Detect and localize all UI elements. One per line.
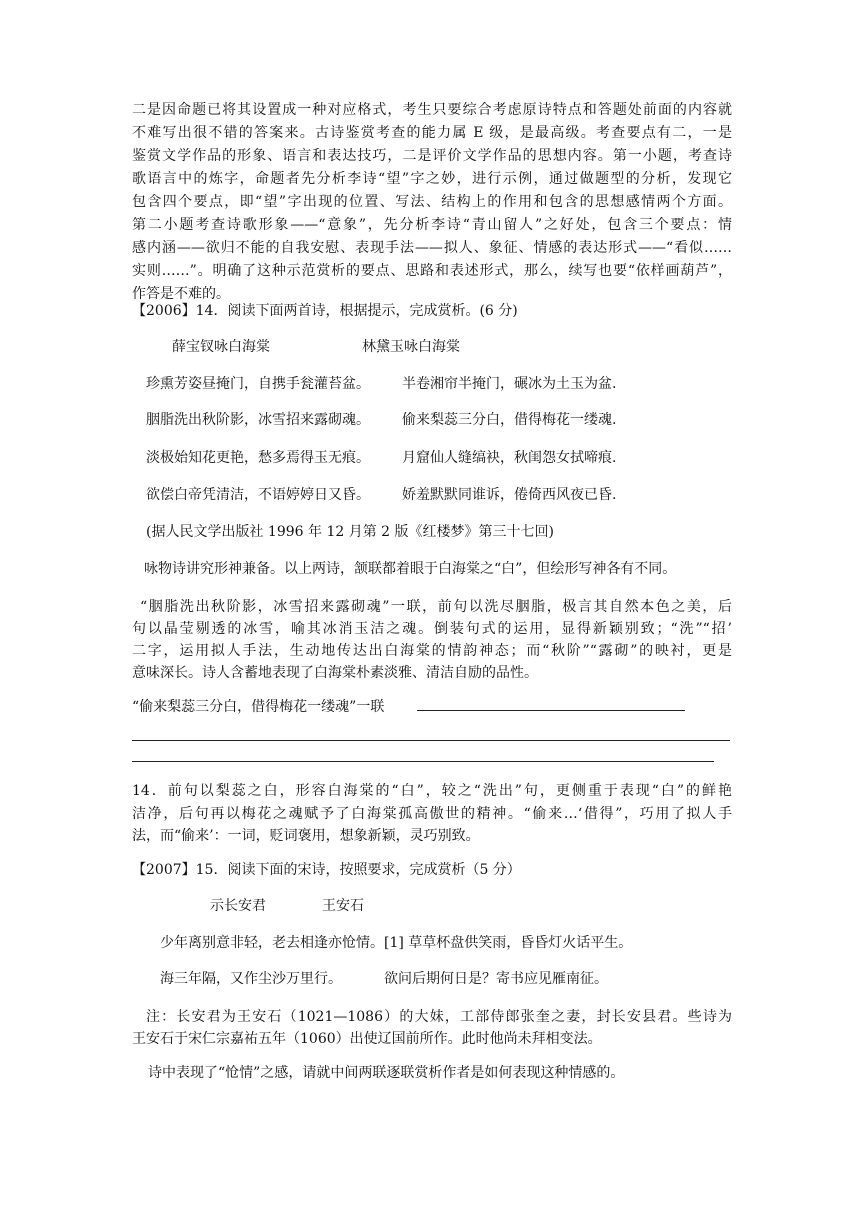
example-analysis-line: 二字，运用拟人手法，生动地传达出白海棠的情韵神态；而“秋阶”“露砌”的映衬，更是 [132, 643, 732, 659]
poem-source: (据人民文学出版社 1996 年 12 月第 2 版《红楼梦》第三十七回) [146, 524, 554, 540]
answer-blank-line[interactable] [132, 740, 730, 741]
poem-title: 示长安君 [210, 898, 266, 914]
intro-line: 感内涵——欲归不能的自我安慰、表现手法——拟人、象征、情感的表达形式——“看似…… [132, 240, 732, 256]
poem-line-left: 胭脂洗出秋阶影，冰雪招来露砌魂。 [146, 412, 370, 428]
answer-line: 14．前句以梨蕊之白，形容白海棠的“白”，较之“洗出”句，更侧重于表现“白”的鲜艳 [132, 783, 732, 799]
question-2007-header: 【2007】15．阅读下面的宋诗，按照要求，完成赏析（5 分） [132, 862, 521, 878]
intro-line: 不难写出很不错的答案来。古诗鉴赏考查的能力属 E 级，是最高级。考查要点有二，一是 [132, 125, 732, 141]
poem-line-right: 偷来梨蕊三分白，借得梅花一缕魂. [402, 412, 617, 428]
note-line: 王安石于宋仁宗嘉祐五年（1060）出使辽国前所作。此时他尚未拜相变法。 [132, 1031, 602, 1047]
intro-line: 包含四个要点，即“望”字出现的位置、写法、结构上的作用和包含的思想感情两个方面。 [132, 194, 732, 210]
answer-line: 法，而“偷来’：一词，贬词褒用，想象新颖，灵巧别致。 [132, 828, 480, 844]
note-line: 注：长安君为王安石（1021—1086）的大妹，工部侍郎张奎之妻，封长安县君。些诗为 [146, 1009, 732, 1025]
poem-author: 王安石 [322, 898, 364, 914]
intro-line: 第二小题考查诗歌形象——“意象”，先分析李诗“青山留人”之好处，包含三个要点：情 [132, 217, 732, 233]
intro-line: 歌语言中的炼字，命题者先分析李诗“望”字之妙，进行示例，通过做题型的分析，发现它 [132, 171, 732, 187]
task-prompt: 诗中表现了“怆情”之感，请就中间两联逐联赏析作者是如何表现这种情感的。 [148, 1065, 625, 1081]
answer-blank-line[interactable] [417, 710, 685, 711]
question-prompt: 咏物诗讲究形神兼备。以上两诗，颔联都着眼于白海棠之“白”，但绘形写神各有不同。 [144, 561, 677, 577]
poem-line-right: 月窟仙人缝缟袂，秋闺怨女拭啼痕. [402, 450, 617, 466]
intro-line: 二是因命题已将其设置成一种对应格式，考生只要综合考虑原诗特点和答题处前面的内容就 [132, 102, 732, 118]
poem-title-baochai: 薛宝钗咏白海棠 [172, 339, 270, 355]
intro-line: 作答是不难的。 [132, 286, 230, 302]
poem-title-daiyu: 林黛玉咏白海棠 [362, 339, 460, 355]
poem-line-right: 半卷湘帘半掩门，碾冰为土玉为盆. [402, 376, 617, 392]
question-2006-header: 【2006】14．阅读下面两首诗，根据提示，完成赏析。(6 分) [132, 303, 518, 319]
answer-line: 洁净，后句再以梅花之魂赋予了白海棠孤高傲世的精神。“偷来…‘借得”，巧用了拟人手 [132, 806, 732, 822]
example-analysis-line: 句以晶莹剔透的冰雪，喻其冰消玉洁之魂。倒装句式的运用，显得新颖别致；“洗”“招’ [132, 621, 732, 637]
fill-in-prompt: “偷来梨蕊三分白，借得梅花一缕魂”一联 [132, 699, 385, 715]
poem-line: 欲问后期何日是？寄书应见雁南征。 [384, 971, 608, 987]
answer-blank-line[interactable] [132, 761, 714, 762]
poem-line: 少年离别意非轻，老去相逢亦怆情。[1] 草草杯盘供笑雨，昏昏灯火话平生。 [160, 935, 633, 951]
poem-line: 海三年隔，又作尘沙万里行。 [160, 971, 342, 987]
poem-line-left: 欲偿白帝凭清洁，不语婷婷日又昏。 [146, 487, 370, 503]
intro-line: 鉴赏文学作品的形象、语言和表达技巧，二是评价文学作品的思想内容。第一小题，考查诗 [132, 148, 732, 164]
poem-line-left: 淡极始知花更艳，愁多焉得玉无痕。 [146, 450, 370, 466]
intro-line: 实则……”。明确了这种示范赏析的要点、思路和表述形式，那么，续写也要“依样画葫芦”， [132, 263, 732, 279]
example-analysis-line: “胭脂洗出秋阶影，冰雪招来露砌魂”一联，前句以洗尽胭脂，极言其自然本色之美，后 [140, 599, 732, 615]
poem-line-right: 娇羞默默同谁诉，倦倚西风夜已昏. [402, 487, 617, 503]
poem-line-left: 珍熏芳姿昼掩门，自携手瓮灌苔盆。 [146, 376, 370, 392]
example-analysis-line: 意味深长。诗人含蓄地表现了白海棠朴素淡雅、清洁自励的品性。 [132, 665, 538, 681]
